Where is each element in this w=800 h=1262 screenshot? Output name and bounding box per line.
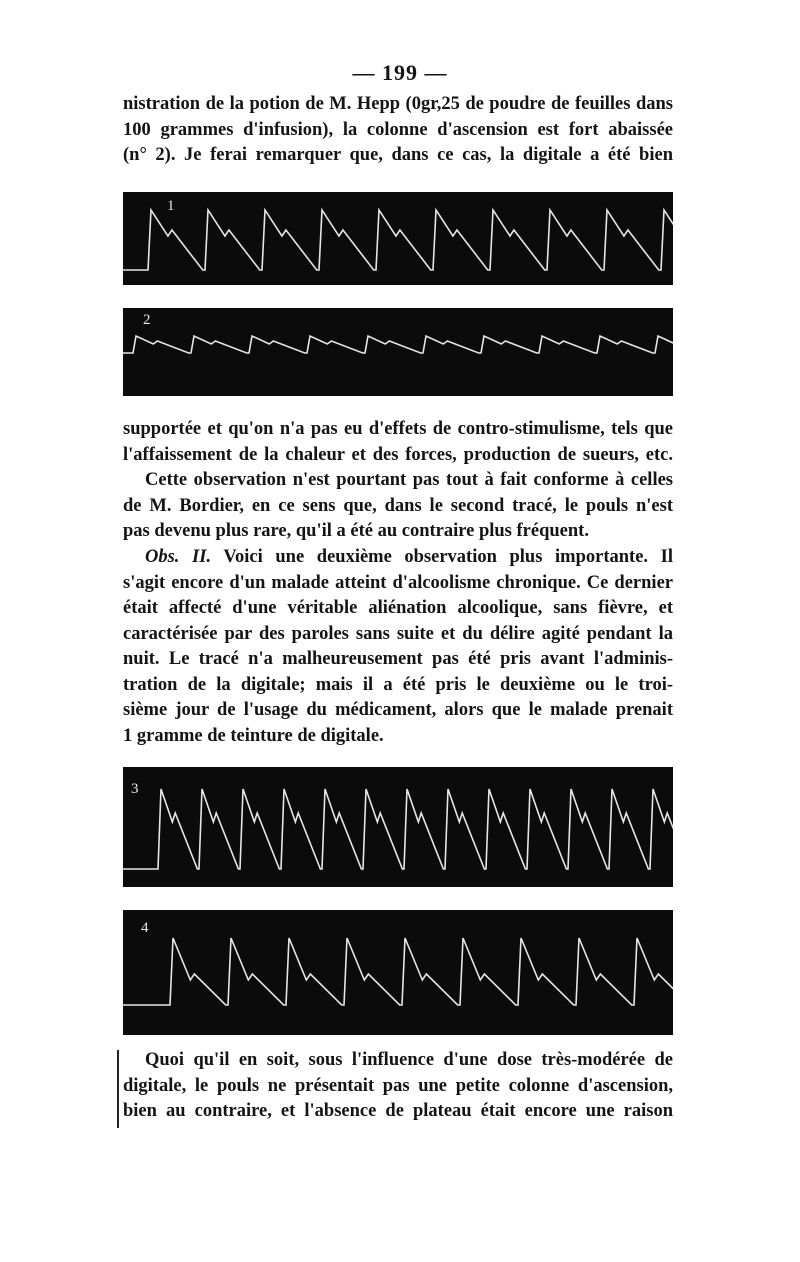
text-line: digitale, le pouls ne présentait pas une petite colonne d'ascension, xyxy=(123,1075,673,1096)
tracing-number: 3 xyxy=(131,781,139,797)
pulse-waveform xyxy=(123,767,673,887)
text-line: 1 gramme de teinture de digitale. xyxy=(123,725,384,746)
text-line: l'affaissement de la chaleur et des forces, production de sueurs, etc. xyxy=(123,444,673,465)
text-line: nuit. Le tracé n'a malheureusement pas été pris avant l'adminis- xyxy=(123,649,673,669)
pulse-tracing-1 xyxy=(123,192,673,285)
pulse-waveform xyxy=(123,192,673,285)
text-line: nistration de la potion de M. Hepp (0gr,25 de poudre de feuilles dans xyxy=(123,94,673,114)
text-line: Cette observation n'est pourtant pas tout à fait conforme à celles xyxy=(145,470,673,490)
text-line: (n° 2). Je ferai remarquer que, dans ce cas, la digitale a été bien xyxy=(123,145,673,165)
tracing-number: 1 xyxy=(167,198,175,214)
paragraph-2 xyxy=(123,417,673,545)
text-line: pas devenu plus rare, qu'il a été au contraire plus fréquent. xyxy=(123,521,589,541)
pulse-tracing-3 xyxy=(123,767,673,887)
text-line-content: Voici une deuxième observation plus importante. Il xyxy=(223,547,673,567)
pulse-waveform xyxy=(123,308,673,396)
pulse-tracing-2 xyxy=(123,308,673,396)
paragraph-1 xyxy=(123,92,673,169)
text-line: était affecté d'une véritable aliénation alcoolique, sans fièvre, et xyxy=(123,598,673,618)
pulse-tracing-4 xyxy=(123,910,673,1035)
text-line: sième jour de l'usage du médicament, alors que le malade prenait xyxy=(123,700,673,720)
text-line: s'agit encore d'un malade atteint d'alcoolisme chronique. Ce dernier xyxy=(123,572,673,593)
text-line: tration de la digitale; mais il a été pris le deuxième ou le troi- xyxy=(123,674,673,695)
text-line: supportée et qu'on n'a pas eu d'effets de contro-stimulisme, tels que xyxy=(123,419,673,439)
tracing-number: 2 xyxy=(143,312,151,328)
text-line: bien au contraire, et l'absence de plateau était encore une raison xyxy=(123,1101,673,1121)
paragraph-3 xyxy=(123,545,673,749)
page-number: — 199 — xyxy=(352,60,448,85)
paragraph-4 xyxy=(123,1048,673,1125)
text-line: Quoi qu'il en soit, sous l'influence d'une dose très-modérée de xyxy=(145,1050,673,1070)
text-line: de M. Bordier, en ce sens que, dans le second tracé, le pouls n'est xyxy=(123,495,673,516)
text-line xyxy=(123,545,673,571)
margin-mark xyxy=(117,1050,119,1128)
text-line: 100 grammes d'infusion), la colonne d'ascension est fort abaissée xyxy=(123,119,673,140)
obs-label: Obs. II. xyxy=(145,547,212,567)
pulse-waveform xyxy=(123,910,673,1035)
text-line: caractérisée par des paroles sans suite et du délire agité pendant la xyxy=(123,623,673,644)
tracing-number: 4 xyxy=(141,920,149,936)
